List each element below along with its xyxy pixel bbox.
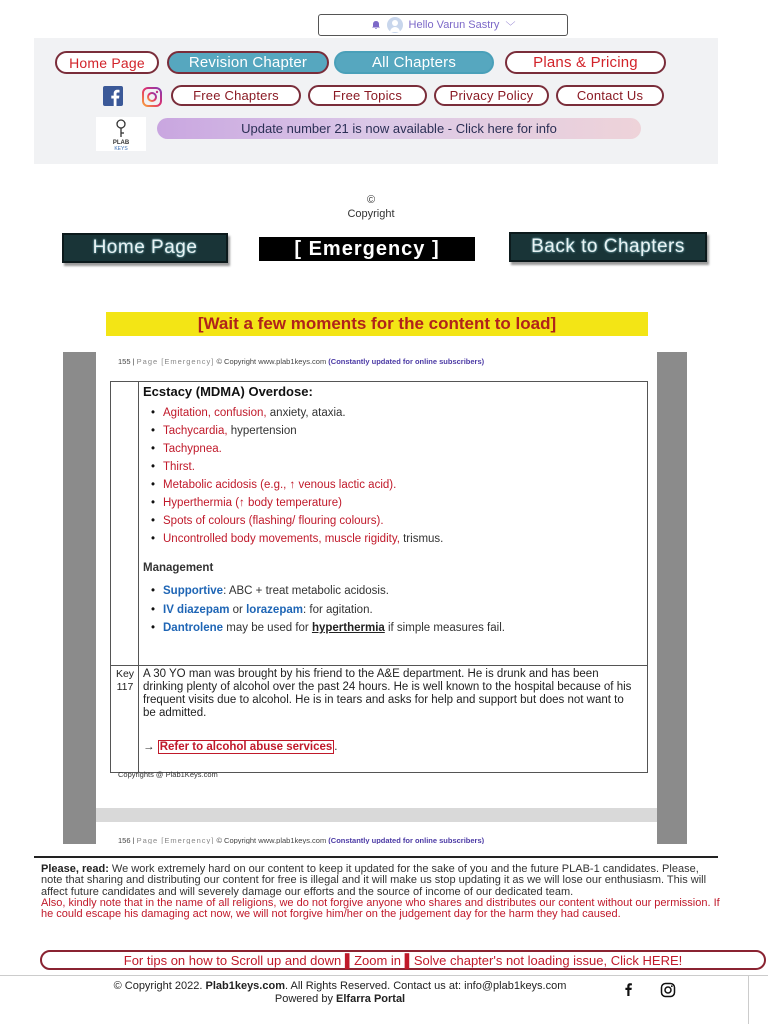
page-label: Page [Emergency] <box>136 836 215 844</box>
chevron-down-icon[interactable]: ﹀ <box>505 21 516 33</box>
notice-text: We work extremely hard on our content to keep it updated for the sake of you and the future PLAB-1 candidates. Please, note that sharing and distributing our content for free is illegal and it will make us stop updating it as we will lose our enthusiasm. This will affect future candidates and will severely damage our efforts and the source of income of our dedicated team. <box>41 863 707 898</box>
answer-text: Refer to alcohol abuse services <box>159 741 333 753</box>
list-item: • Uncontrolled body movements, muscle rigidity, trismus. <box>163 530 633 548</box>
answer <box>143 741 337 753</box>
document-page <box>96 352 657 808</box>
tips-banner[interactable]: For tips on how to Scroll up and down ▌Zoom in ▌Solve chapter's not loading issue, Click HERE! <box>40 950 766 970</box>
avatar-icon[interactable] <box>387 17 403 33</box>
key-label: Key <box>115 668 135 680</box>
page-gap <box>96 808 657 822</box>
column-divider <box>138 382 139 665</box>
symptom-list <box>163 404 633 548</box>
table-row <box>111 382 647 666</box>
key-icon <box>96 117 146 151</box>
instagram-icon[interactable] <box>141 86 163 108</box>
plab-keys-logo[interactable] <box>96 117 146 151</box>
instagram-icon[interactable] <box>660 982 676 998</box>
page-header <box>118 836 484 844</box>
list-item: • Tachypnea. <box>163 440 633 458</box>
list-item: • Metabolic acidosis (e.g., ↑ venous lactic acid). <box>163 476 633 494</box>
list-item: • Thirst. <box>163 458 633 476</box>
header-copyright: © Copyright <box>216 836 257 844</box>
footer-divider <box>0 975 768 976</box>
svg-text:KEYS: KEYS <box>114 146 128 151</box>
footer-copyright: © Copyright 2022. <box>113 980 203 992</box>
notice-heading: Please, read: <box>41 863 109 875</box>
header-site: www.plab1keys.com <box>258 357 327 366</box>
copyright-symbol: © <box>366 194 376 206</box>
facebook-icon[interactable] <box>623 982 633 996</box>
header-site: www.plab1keys.com <box>258 836 327 844</box>
list-item: • IV diazepam or lorazepam: for agitation. <box>163 601 633 620</box>
case-text: A 30 YO man was brought by his friend to the A&E department. He is drunk and has been drinking plenty of alcohol over the past 24 hours. He is well known to the hospital because of his frequent visits due to alcohol. He is in tears and asks for help and support but does not want to be admitted. <box>143 668 632 719</box>
arrow-icon: → <box>143 741 155 753</box>
page-header <box>118 357 484 366</box>
footer-portal[interactable]: Elfarra Portal <box>336 993 406 1005</box>
management-heading: Management <box>143 562 214 574</box>
header-updated: (Constantly updated for online subscribers) <box>328 357 485 366</box>
nav-plans-button[interactable]: Plans & Pricing <box>505 51 666 74</box>
copyright-label: Copyright <box>347 208 395 220</box>
copyright-notice <box>334 193 408 221</box>
footer-side-divider <box>748 975 749 1024</box>
list-item: • Agitation, confusion, anxiety, ataxia. <box>163 404 633 422</box>
svg-text:PLAB: PLAB <box>112 140 130 146</box>
nav-home-button[interactable]: Home Page <box>55 51 159 74</box>
site-footer <box>40 980 640 1006</box>
table-row <box>111 666 647 772</box>
contact-us-button[interactable]: Contact Us <box>556 85 664 106</box>
topic-title: Ecstacy (MDMA) Overdose: <box>143 384 313 399</box>
content-table <box>110 381 648 773</box>
list-item: • Tachycardia, hypertension <box>163 422 633 440</box>
user-greeting[interactable]: Hello Varun Sastry <box>408 19 500 31</box>
footer-powered: Powered by <box>274 993 333 1005</box>
notice-warning: Also, kindly note that in the name of all religions, we do not forgive anyone who shares and distributes our content without our permission. If he could escape his damaging act now, we will not forgive him/her on the judgement day for the harm they had caused. <box>41 896 720 921</box>
nav-revision-button[interactable]: Revision Chapter <box>167 51 329 74</box>
list-item: • Spots of colours (flashing/ flouring colours). <box>163 512 633 530</box>
document-page <box>96 822 657 844</box>
home-page-button[interactable]: Home Page <box>62 233 228 263</box>
answer-period: . <box>334 741 338 753</box>
free-chapters-button[interactable]: Free Chapters <box>171 85 301 106</box>
footer-contact: . All Rights Reserved. Contact us at: info@plab1keys.com <box>284 980 567 992</box>
loading-notice: [Wait a few moments for the content to load] <box>106 312 648 336</box>
header-copyright: © Copyright <box>216 357 257 366</box>
document-viewer[interactable] <box>63 352 687 844</box>
page-label: Page [Emergency] <box>136 357 215 366</box>
management-list <box>163 582 633 638</box>
list-item: • Dantrolene may be used for hyperthermia if simple measures fail. <box>163 619 633 638</box>
header-updated: (Constantly updated for online subscribers) <box>328 836 485 844</box>
footer-site[interactable]: Plab1keys.com <box>205 980 285 992</box>
key-value: 117 <box>116 681 134 693</box>
privacy-policy-button[interactable]: Privacy Policy <box>434 85 549 106</box>
bell-icon[interactable] <box>371 20 381 30</box>
update-banner[interactable]: Update number 21 is now available - Click here for info <box>157 118 641 139</box>
usage-notice <box>41 864 721 920</box>
back-to-chapters-button[interactable]: Back to Chapters <box>509 232 707 262</box>
nav-all-chapters-button[interactable]: All Chapters <box>334 51 494 74</box>
document-footer: Copyrights @ Plab1Keys.com <box>118 770 218 779</box>
list-item: • Hyperthermia (↑ body temperature) <box>163 494 633 512</box>
free-topics-button[interactable]: Free Topics <box>308 85 427 106</box>
user-menu[interactable] <box>318 14 568 36</box>
list-item: • Supportive: ABC + treat metabolic acidosis. <box>163 582 633 601</box>
column-divider <box>138 666 139 772</box>
page-number: 156 | <box>118 836 135 844</box>
page-number: 155 | <box>118 357 135 366</box>
key-number <box>113 668 137 694</box>
facebook-icon[interactable] <box>103 86 123 106</box>
divider <box>34 856 718 858</box>
chapter-title: [ Emergency ] <box>259 237 475 261</box>
